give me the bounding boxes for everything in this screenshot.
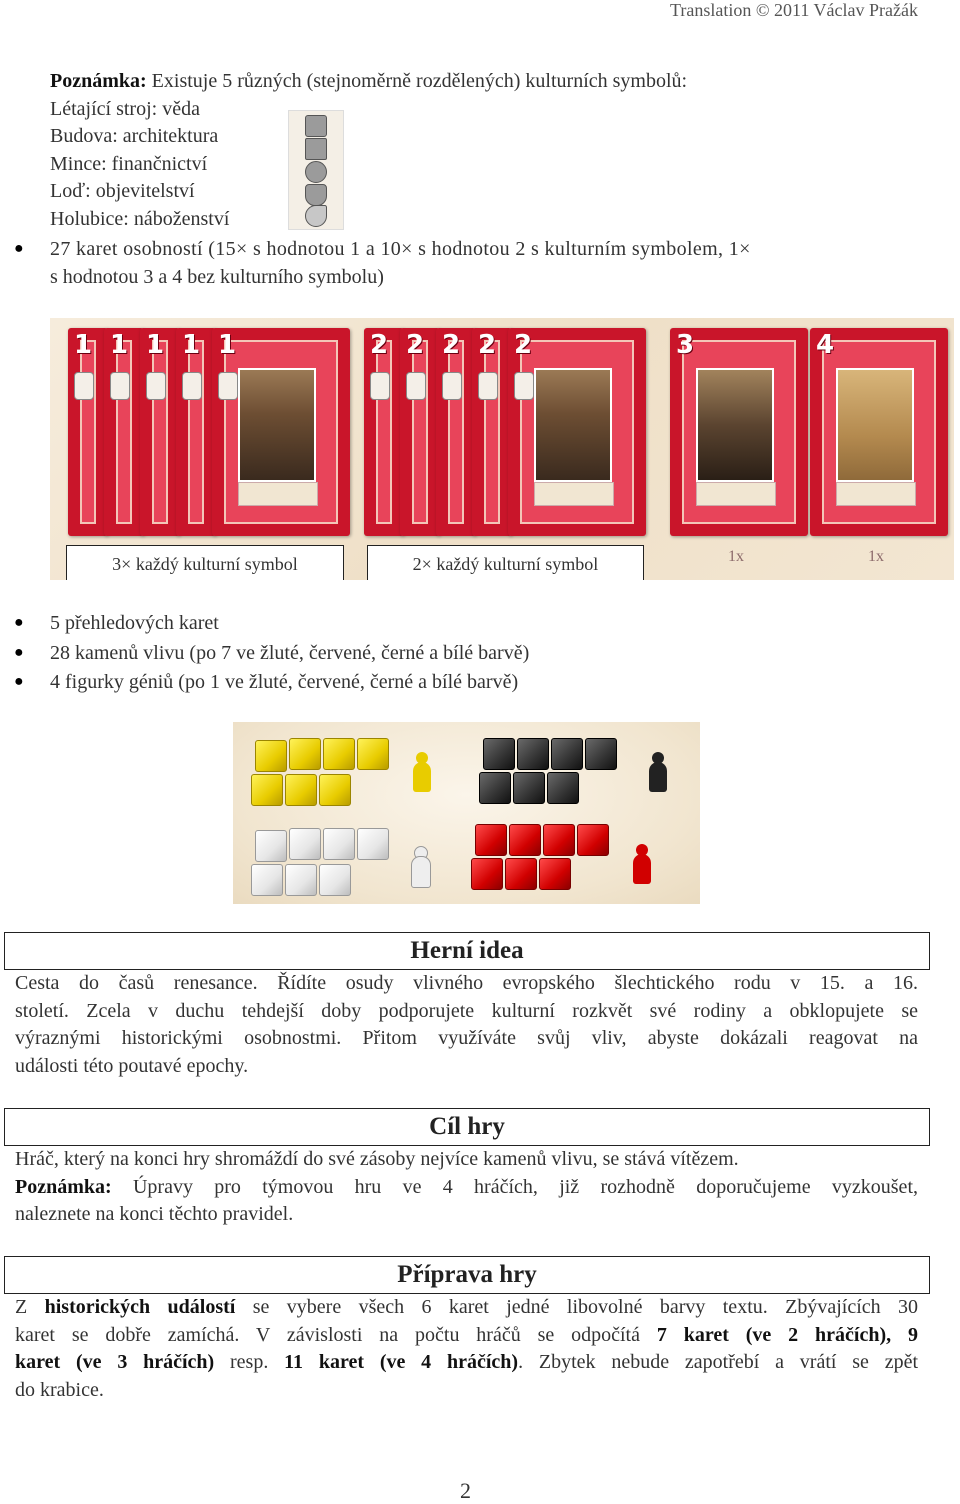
idea-line: výraznými historickými osobnostmi. Přitom využíváte svůj vliv, abyste dokázali reagovat na [15,1027,918,1049]
black-genius-pawn [647,752,669,792]
goal-line: naleznete na konci těchto pravidel. [15,1203,294,1225]
idea-line: Cesta do časů renesance. Řídíte osudy vlivného evropského šlechtického rodu v 15. a 16. [15,972,918,994]
note-label: Poznámka: [50,70,147,92]
yellow-cube [255,740,287,772]
card-number: 2 [442,330,461,360]
section-header-goal [4,1108,930,1146]
red-cube [577,824,609,856]
white-cube [285,864,317,896]
card-number: 1 [182,330,201,360]
section-title: Příprava hry [397,1261,537,1288]
black-cube [479,772,511,804]
setup-bold: 7 karet (ve 2 hráčích), 9 [656,1323,919,1346]
dove-icon [218,372,238,400]
section-header-setup [4,1256,930,1294]
red-cube [509,824,541,856]
personalities-line-2: s hodnotou 3 a 4 bez kulturního symbolu) [50,266,384,288]
yellow-cube [285,774,317,806]
component-item [0,671,960,701]
flying-machine-icon [305,115,327,137]
setup-bold: 11 karet (ve 4 hráčích) [284,1351,519,1373]
component-text: 4 figurky géniů (po 1 ve žluté, červené, černé a bílé barvě) [50,671,519,693]
card-1-d [176,328,216,536]
setup-bold: karet (ve 3 hráčích) [15,1351,215,1373]
personality-cards-image [50,318,954,580]
count-card-3: 1x [728,548,744,565]
white-cube [255,830,287,862]
white-cube [251,864,283,896]
bullet-icon: ● [14,644,24,661]
section-header-idea [4,932,930,970]
card-number: 2 [514,330,533,360]
white-cube [323,828,355,860]
personalities-item [0,238,960,298]
yellow-genius-pawn [411,752,433,792]
count-card-4: 1x [868,548,884,565]
black-cube [585,738,617,770]
card-2-b [400,328,440,536]
card-4 [810,328,948,536]
coin-icon [442,372,462,400]
idea-line: století. Zcela v duchu tehdejší doby podporujete kulturní rozkvět své rodiny a obklopujete se [15,999,918,1022]
idea-line: události této poutavé epochy. [15,1054,249,1077]
label-three-each: 3× každý kulturní symbol [66,545,344,580]
page-number: 2 [460,1478,471,1503]
component-item [0,612,960,642]
nameplate [836,482,916,506]
ship-icon [305,184,327,206]
symbol-architecture: Budova: architektura [50,125,219,147]
white-cube [357,828,389,860]
setup-bold: historických událostí [44,1296,236,1318]
card-2-e [508,328,646,536]
symbol-religion: Holubice: náboženství [50,208,230,230]
card-2-d [472,328,512,536]
red-cube [543,824,575,856]
white-cube [319,864,351,896]
symbol-science: Létající stroj: věda [50,98,200,120]
goal-paragraph [15,1146,918,1229]
bullet-icon: ● [14,240,24,257]
symbols-note [50,70,687,93]
card-number: 1 [110,330,129,360]
setup-text: . Zbytek nebude zapotřebí a vrátí se zpět [518,1351,919,1373]
component-text: 5 přehledových karet [50,612,219,634]
nameplate [238,482,318,506]
card-number: 2 [478,330,497,360]
yellow-cube [323,738,355,770]
portrait [238,368,316,482]
black-cube [513,772,545,804]
card-number: 2 [370,330,389,360]
card-2-c [436,328,476,536]
card-number: 3 [676,330,695,360]
card-number: 1 [218,330,237,360]
card-1-c [140,328,180,536]
component-text: 28 kamenů vlivu (po 7 ve žluté, červené, černé a bílé barvě) [50,642,530,664]
culture-symbols-image [288,110,344,230]
yellow-cube [251,774,283,806]
red-cube [505,858,537,890]
bullet-icon: ● [14,614,24,631]
setup-text: Z [15,1296,45,1318]
building-icon [182,372,202,400]
building-icon [478,372,498,400]
personalities-line-1: 27 karet osobností (15× s hodnotou 1 a 10× s hodnotou 2 s kulturním symbolem, 1× [50,238,751,260]
portrait [534,368,612,482]
coin-icon [305,161,327,183]
nameplate [696,482,776,506]
ship-icon [406,372,426,400]
red-genius-pawn [631,844,653,884]
yellow-cube [319,774,351,806]
card-number: 2 [406,330,425,360]
goal-line: Hráč, který na konci hry shromáždí do své zásoby nejvíce kamenů vlivu, se stává vítězem. [15,1148,739,1170]
translation-credit: Translation © 2011 Václav Pražák [670,0,918,20]
setup-text: resp. [214,1351,285,1373]
yellow-cube [357,738,389,770]
white-cube [289,828,321,860]
idea-paragraph [15,970,918,1080]
flying-machine-icon [370,372,390,400]
tokens-and-pawns-image [233,722,700,904]
note-text: Existuje 5 různých (stejnoměrně rozdělených) kulturních symbolů: [146,70,688,92]
black-cube [483,738,515,770]
portrait [696,368,774,482]
white-genius-pawn [409,846,431,886]
card-number: 4 [816,330,835,360]
setup-text: karet se dobře zamíchá. V závislosti na počtu hráčů se odpočítá [15,1323,657,1346]
symbol-exploration: Loď: objevitelství [50,180,195,202]
card-number: 1 [74,330,93,360]
symbol-finance: Mince: finančnictví [50,153,208,175]
red-cube [539,858,571,890]
building-icon [305,138,327,160]
goal-line [15,1174,918,1202]
card-3 [670,328,808,536]
bullet-icon: ● [14,673,24,690]
card-2-a [364,328,404,536]
section-title: Herní idea [410,937,524,964]
black-cube [551,738,583,770]
red-cube [471,858,503,890]
card-number: 1 [146,330,165,360]
card-1-a [68,328,108,536]
ship-icon [110,372,130,400]
dove-icon [305,205,327,227]
card-1-e [212,328,350,536]
black-cube [547,772,579,804]
goal-note-text: Úpravy pro týmovou hru ve 4 hráčích, již rozhodně doporučujeme vyzkoušet, [111,1175,918,1198]
component-item [0,642,960,672]
portrait [836,368,914,482]
card-1-b [104,328,144,536]
label-two-each: 2× každý kulturní symbol [367,545,644,580]
dove-icon [514,372,534,400]
flying-machine-icon [74,372,94,400]
yellow-cube [289,738,321,770]
setup-text: se vybere všech 6 karet jedné libovolné barvy textu. Zbývajících 30 [235,1296,919,1318]
section-title: Cíl hry [429,1113,505,1140]
goal-note-label: Poznámka: [15,1175,112,1198]
red-cube [475,824,507,856]
coin-icon [146,372,166,400]
setup-line [15,1322,918,1350]
nameplate [534,482,614,506]
setup-line [15,1349,918,1377]
setup-line: do krabice. [15,1378,104,1401]
setup-line [15,1294,918,1322]
setup-paragraph [15,1294,918,1404]
black-cube [517,738,549,770]
